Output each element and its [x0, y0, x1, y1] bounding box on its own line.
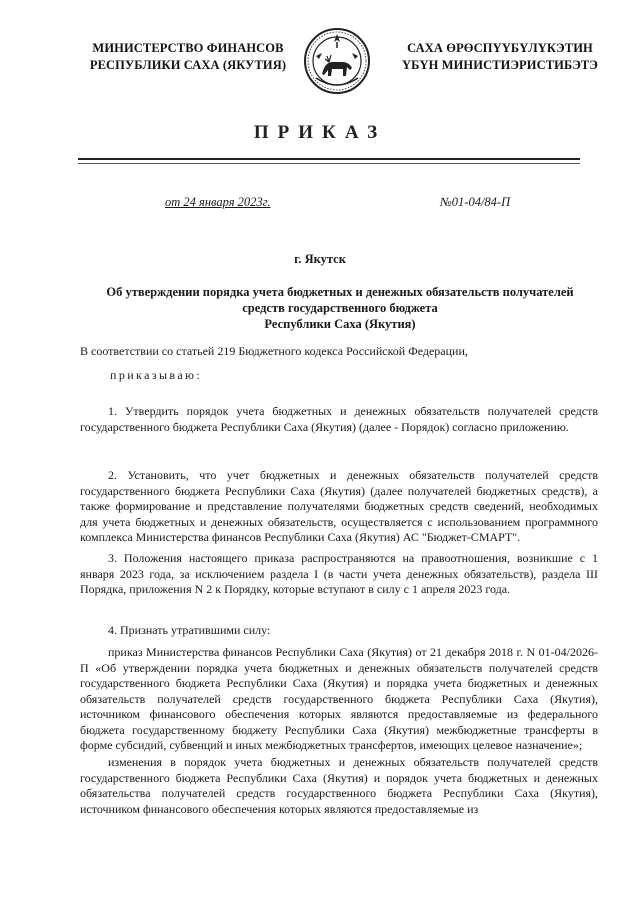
- heading-line1: Об утверждении порядка учета бюджетных и денежных обязательств получателей: [106, 285, 574, 299]
- paragraph-3: 3. Положения настоящего приказа распространяются на правоотношения, возникшие с 1 января 2023 года, за исключением раздела I (в части учета денежных обязательств), раздела III Порядка, приложения N 2 к Порядку, которые вступают в силу с 1 апреля 2023 года.: [80, 551, 598, 596]
- ministry-name-russian: [78, 40, 298, 74]
- order-number: №01-04/84-П: [440, 195, 511, 209]
- paragraph-2: 2. Установить, что учет бюджетных и денежных обязательств получателей средств государственного бюджета Республики Саха (Якутия) (далее получателей бюджетных средств), а также формирование и представление получателями бюджетных средств сведений, необходимых для учета бюджетных и денежных обязательств, осуществляется с использованием программного комплекса Министерства финансов Республики Саха (Якутия) АС "Бюджет-СМАРТ".: [80, 468, 598, 544]
- order-word: приказываю:: [110, 368, 203, 382]
- ministry-name-ru-line1: МИНИСТЕРСТВО ФИНАНСОВ: [92, 41, 284, 55]
- intro-paragraph: В соответствии со статьей 219 Бюджетного кодекса Российской Федерации,: [80, 344, 468, 358]
- heading-line3: Республики Саха (Якутия): [264, 317, 416, 331]
- document-title: ПРИКАЗ: [253, 122, 387, 143]
- ministry-name-sah-line2: ҮБҮН МИНИСТИЭРИСТИБЭТЭ: [402, 58, 598, 72]
- order-subject-heading: [80, 284, 600, 332]
- ministry-name-ru-line2: РЕСПУБЛИКИ САХА (ЯКУТИЯ): [89, 58, 287, 72]
- ministry-name-sakha: [385, 40, 615, 74]
- paragraph-repealed-order: приказ Министерства финансов Республики Саха (Якутия) от 21 декабря 2018 г. N 01-04/2026-П «Об утверждении порядка учета бюджетных и денежных обязательств получателей средств государственного бюджета Республики Саха (Якутия) и порядка учета бюджетных и денежных обязательств получателей средств государственного бюджета Республики Саха (Якутия), источником финансового обеспечения которых являются предоставляемые из федерального бюджета государственному бюджету Республики Саха (Якутия) межбюджетные трансферты в форме субсидий, субвенций и иных межбюджетных трансфертов, имеющих целевое назначение»;: [80, 645, 598, 752]
- header-divider-thick: [78, 158, 580, 160]
- paragraph-repealed-amendments: изменения в порядок учета бюджетных и денежных обязательств получателей средств государственного бюджета Республики Саха (Якутия) и порядок учета бюджетных и денежных обязательства получателей средств государственного бюджета Республики Саха (Якутия), источником финансового обеспечения которых являются предоставляемые из: [80, 755, 598, 816]
- heading-line2: средств государственного бюджета: [242, 301, 438, 315]
- order-date: от 24 января 2023г.: [165, 195, 271, 209]
- coat-of-arms-icon: [302, 26, 372, 96]
- city-name: г. Якутск: [294, 252, 346, 266]
- ministry-name-sah-line1: САХА ӨРӨСПҮҮБҮЛҮКЭТИН: [407, 41, 593, 55]
- header-divider-thin: [78, 163, 580, 164]
- paragraph-4: 4. Признать утратившими силу:: [108, 623, 271, 637]
- paragraph-1: 1. Утвердить порядок учета бюджетных и денежных обязательств получателей средств государственного бюджета Республики Саха (Якутия) (далее - Порядок) согласно приложению.: [80, 404, 598, 434]
